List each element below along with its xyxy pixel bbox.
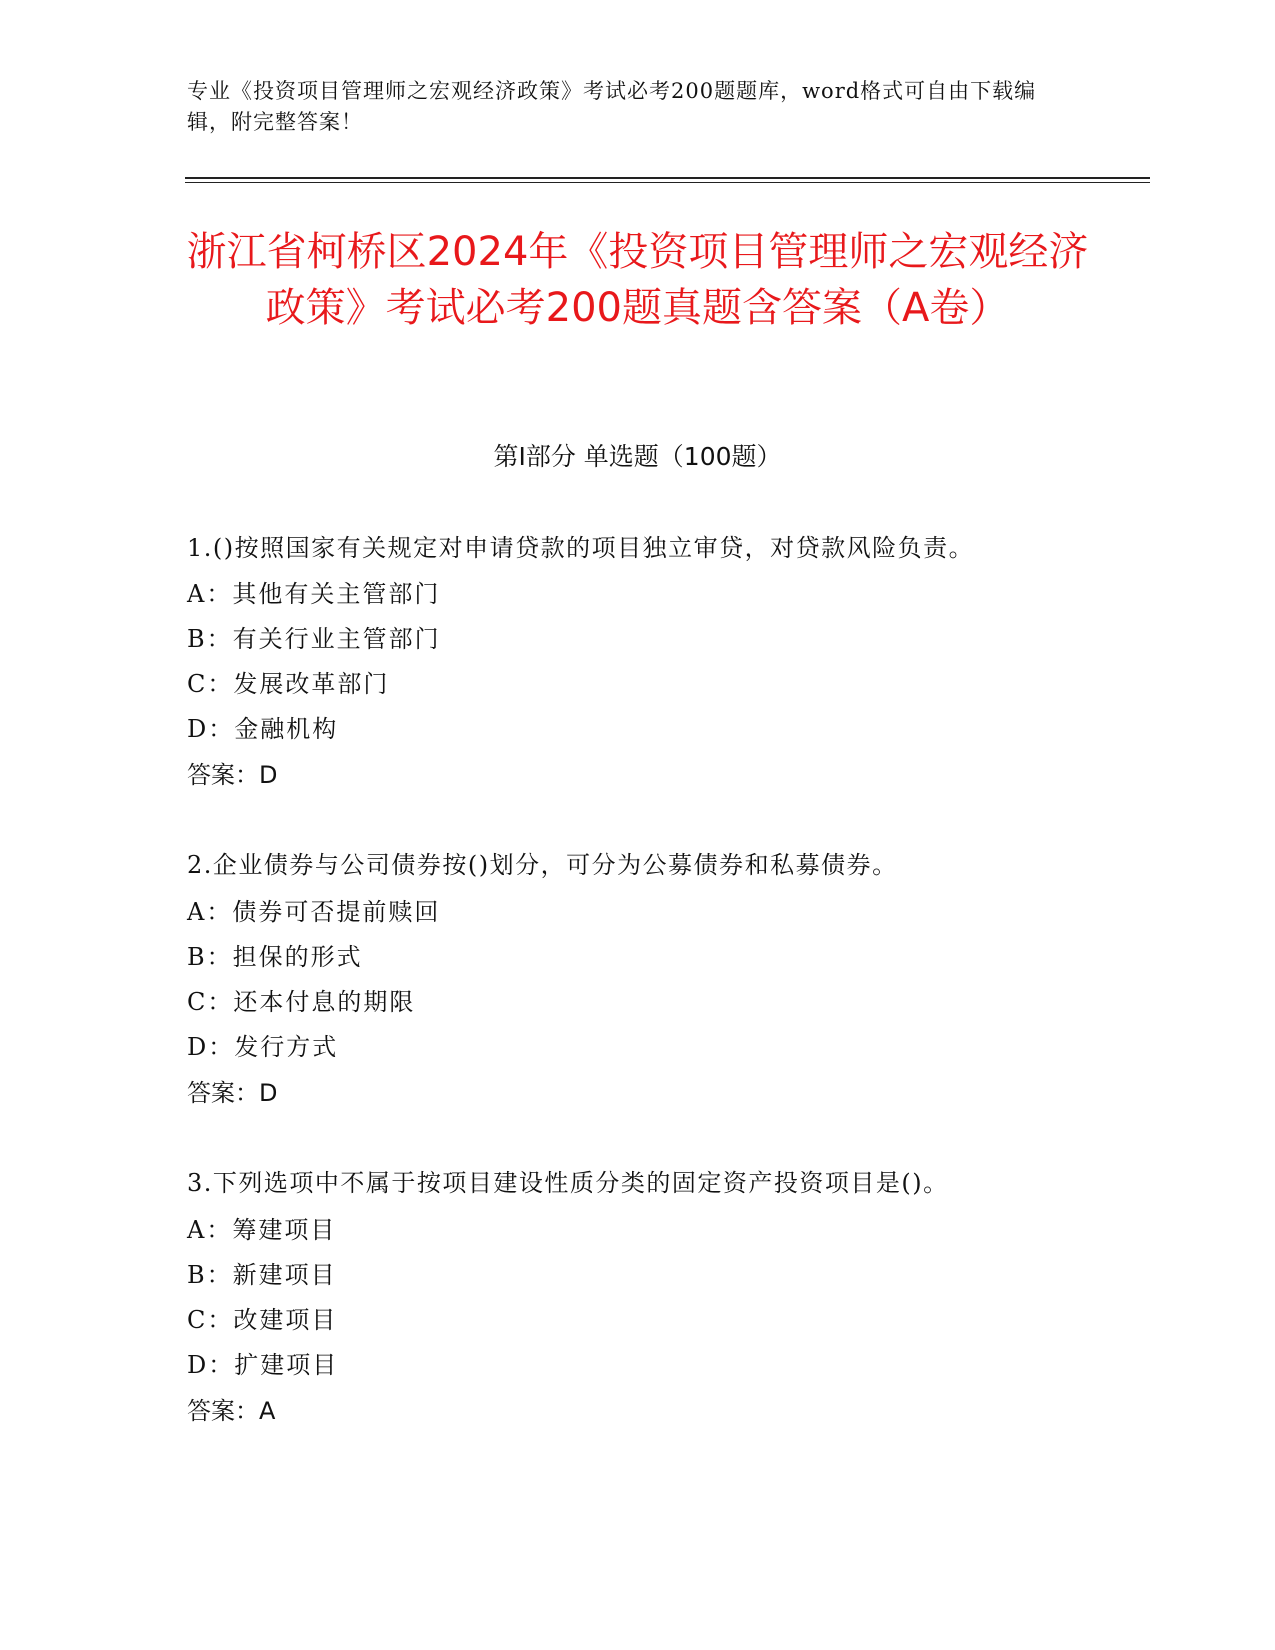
question-1 bbox=[187, 524, 1087, 798]
header-rule-thin bbox=[185, 182, 1150, 183]
option-d: D：扩建项目 bbox=[187, 1351, 339, 1379]
header-rule-thick bbox=[185, 177, 1150, 179]
question-list bbox=[187, 524, 1087, 1476]
option-a: A：筹建项目 bbox=[187, 1216, 337, 1244]
option-b: B：新建项目 bbox=[187, 1261, 337, 1289]
question-stem: 2.企业债券与公司债券按()划分，可分为公募债券和私募债券。 bbox=[187, 851, 898, 879]
option-c: C：发展改革部门 bbox=[187, 670, 390, 698]
option-b: B：担保的形式 bbox=[187, 943, 363, 971]
question-2 bbox=[187, 840, 1087, 1116]
option-b: B：有关行业主管部门 bbox=[187, 625, 441, 653]
question-3 bbox=[187, 1158, 1087, 1434]
option-d: D：发行方式 bbox=[187, 1033, 339, 1061]
question-stem: 3.下列选项中不属于按项目建设性质分类的固定资产投资项目是()。 bbox=[187, 1169, 949, 1197]
option-c: C：改建项目 bbox=[187, 1306, 338, 1334]
answer: 答案：D bbox=[187, 761, 278, 789]
answer: 答案：A bbox=[187, 1397, 276, 1425]
option-a: A：其他有关主管部门 bbox=[187, 580, 441, 608]
document-title: 浙江省柯桥区2024年《投资项目管理师之宏观经济政策》考试必考200题真题含答案（A卷） bbox=[186, 229, 1089, 331]
option-a: A：债券可否提前赎回 bbox=[187, 898, 441, 926]
answer: 答案：D bbox=[187, 1079, 278, 1107]
option-d: D：金融机构 bbox=[187, 715, 339, 743]
question-stem: 1.()按照国家有关规定对申请贷款的项目独立审贷，对贷款风险负责。 bbox=[187, 534, 975, 562]
option-c: C：还本付息的期限 bbox=[187, 988, 416, 1016]
section-heading: 第I部分 单选题（100题） bbox=[493, 442, 782, 471]
header-note: 专业《投资项目管理师之宏观经济政策》考试必考200题题库，word格式可自由下载编辑，附完整答案！ bbox=[187, 79, 1037, 134]
